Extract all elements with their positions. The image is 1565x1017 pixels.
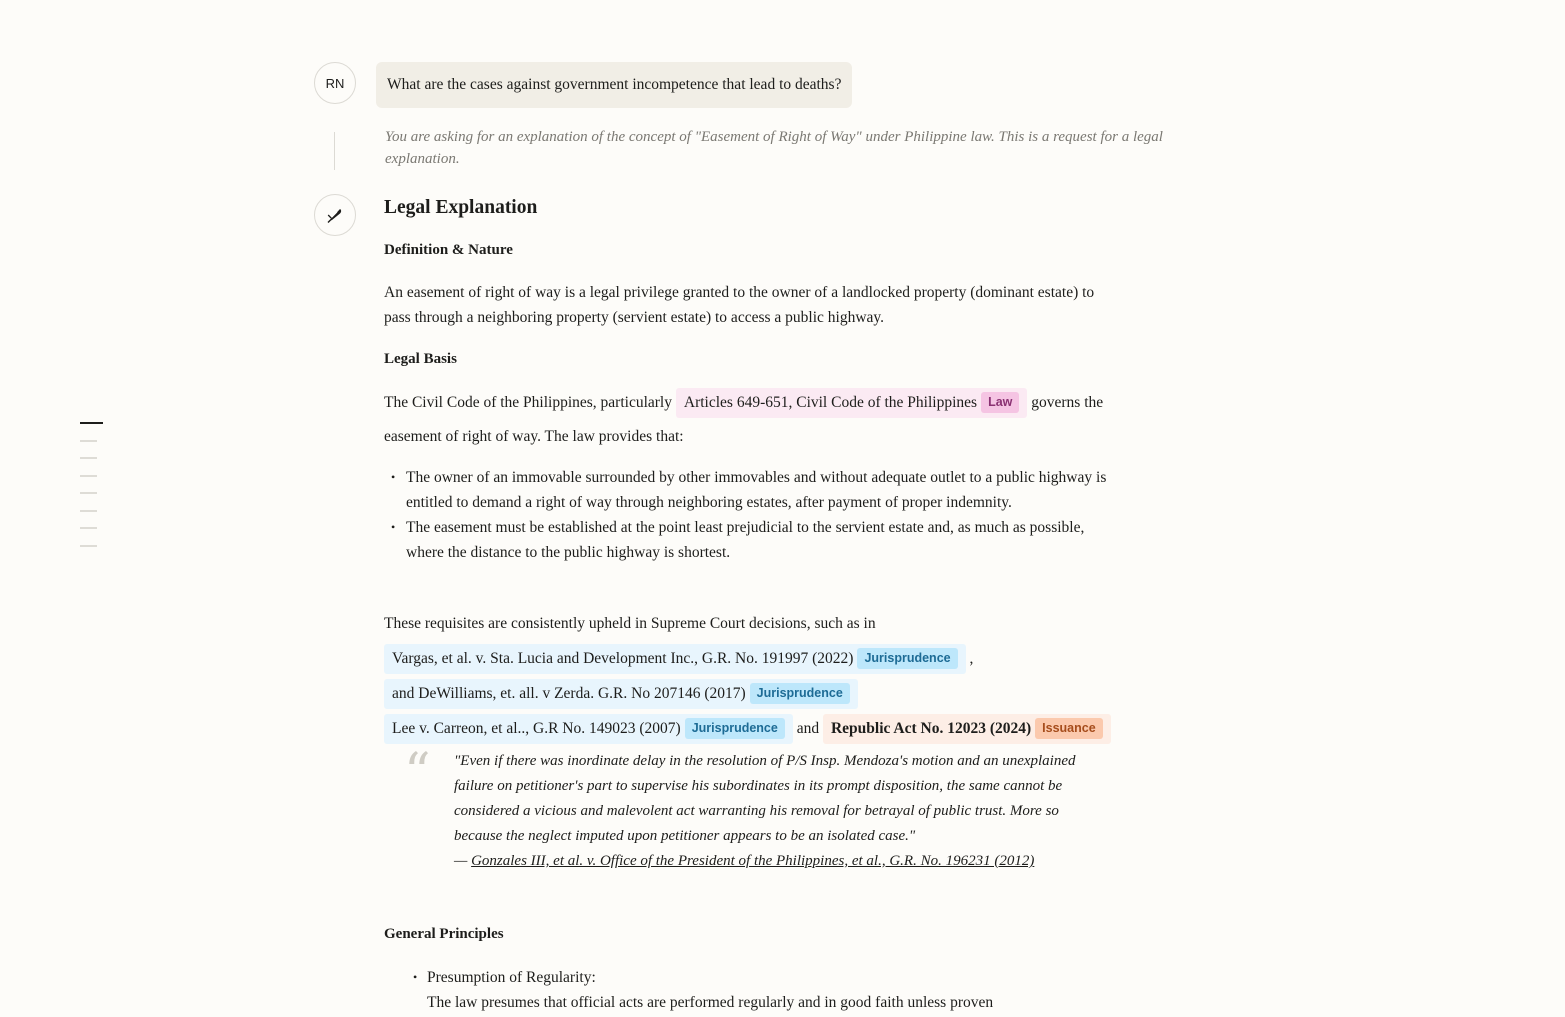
list-item xyxy=(427,965,1087,1015)
quote-mark-icon: “ xyxy=(404,743,431,803)
legal-basis-heading: Legal Basis xyxy=(384,351,457,367)
citation-text: Vargas, et al. v. Sta. Lucia and Development Inc., G.R. No. 191997 (2022) xyxy=(392,650,854,667)
jurisprudence-tag: Jurisprudence xyxy=(685,718,785,739)
legal-basis-text xyxy=(384,386,1144,454)
principle-text: The law presumes that official acts are performed regularly and in good faith unless proven xyxy=(427,994,994,1011)
outline-tick-4[interactable] xyxy=(80,475,97,477)
pull-quote xyxy=(404,743,1094,874)
quote-source-link[interactable]: Gonzales III, et al. v. Office of the President of the Philippines, et al., G.R. No. 196231 (2012) xyxy=(471,853,1035,869)
requisites-lead: These requisites are consistently upheld in Supreme Court decisions, such as in xyxy=(384,615,876,632)
answer-title: Legal Explanation xyxy=(384,197,538,218)
assistant-avatar xyxy=(314,194,356,236)
user-message xyxy=(376,62,852,108)
issuance-tag: Issuance xyxy=(1035,718,1103,739)
legal-basis-list xyxy=(384,465,1126,565)
thinking-text: You are asking for an explanation of the concept of "Easement of Right of Way" under Philippine law. This is a request for a legal explanation. xyxy=(385,129,1163,167)
citation-text: and DeWilliams, et. all. v Zerda. G.R. No 207146 (2017) xyxy=(392,685,746,702)
outline-nav xyxy=(80,422,104,562)
user-avatar xyxy=(314,62,356,104)
quote-dash: — xyxy=(454,853,468,869)
separator-and: and xyxy=(796,720,820,737)
outline-tick-7[interactable] xyxy=(80,527,97,529)
outline-tick-8[interactable] xyxy=(80,545,97,547)
citation-text: Republic Act No. 12023 (2024) xyxy=(830,720,1032,737)
outline-tick-2[interactable] xyxy=(80,440,97,442)
outline-tick-3[interactable] xyxy=(80,457,97,459)
separator-comma: , xyxy=(969,650,974,667)
definition-heading: Definition & Nature xyxy=(384,242,513,258)
citation-lee[interactable] xyxy=(384,714,793,744)
quote-citation xyxy=(454,849,1094,874)
jurisprudence-tag: Jurisprudence xyxy=(857,648,957,669)
legal-basis-lead: The Civil Code of the Philippines, particularly xyxy=(384,394,672,411)
citation-vargas[interactable] xyxy=(384,644,966,674)
citation-civil-code[interactable] xyxy=(676,388,1028,418)
legal-basis-tail: governs the easement of right of way. The law provides that: xyxy=(384,394,1104,445)
jurisprudence-tag: Jurisprudence xyxy=(750,683,850,704)
list-item: • The owner of an immovable surrounded by other immovables and without adequate outlet to a public highway is entitled to demand a right of way through neighboring estates, after payment of proper indemnity. xyxy=(406,465,1126,515)
outline-tick-1[interactable] xyxy=(80,422,103,424)
outline-tick-5[interactable] xyxy=(80,492,97,494)
user-question: What are the cases against government incompetence that lead to deaths? xyxy=(387,76,842,93)
definition-text: An easement of right of way is a legal privilege granted to the owner of a landlocked property (dominant estate) to pass through a neighboring property (servient estate) to access a public highway. xyxy=(384,284,1095,326)
quote-text: "Even if there was inordinate delay in the resolution of P/S Insp. Mendoza's motion and an unexplained failure on petitioner's part to supervise his subordinates in its prompt disposition, the same cannot be considered a vicious and malevolent act warranting his removal for betrayal of public trust. More so because the neglect imputed upon petitioner appears to be an isolated case." xyxy=(454,753,1076,844)
requisites-text xyxy=(384,606,1264,746)
list-item: • The easement must be established at the point least prejudicial to the servient estate and, as much as possible, where the distance to the public highway is shortest. xyxy=(406,515,1126,565)
user-initials: RN xyxy=(325,75,345,91)
law-tag: Law xyxy=(981,392,1019,413)
citation-ra-12023[interactable] xyxy=(823,714,1111,744)
general-principles-list xyxy=(406,965,1087,1015)
feather-pen-icon xyxy=(326,206,344,224)
citation-dewilliams[interactable] xyxy=(384,679,858,709)
outline-tick-6[interactable] xyxy=(80,510,97,512)
general-principles-heading: General Principles xyxy=(384,926,504,942)
principle-label: • Presumption of Regularity: xyxy=(427,969,596,986)
citation-text: Lee v. Carreon, et al.., G.R No. 149023 (2007) xyxy=(392,720,681,737)
thread-connector xyxy=(334,132,335,170)
assistant-answer xyxy=(384,194,1254,1011)
citation-text: Articles 649-651, Civil Code of the Philippines xyxy=(683,394,978,411)
